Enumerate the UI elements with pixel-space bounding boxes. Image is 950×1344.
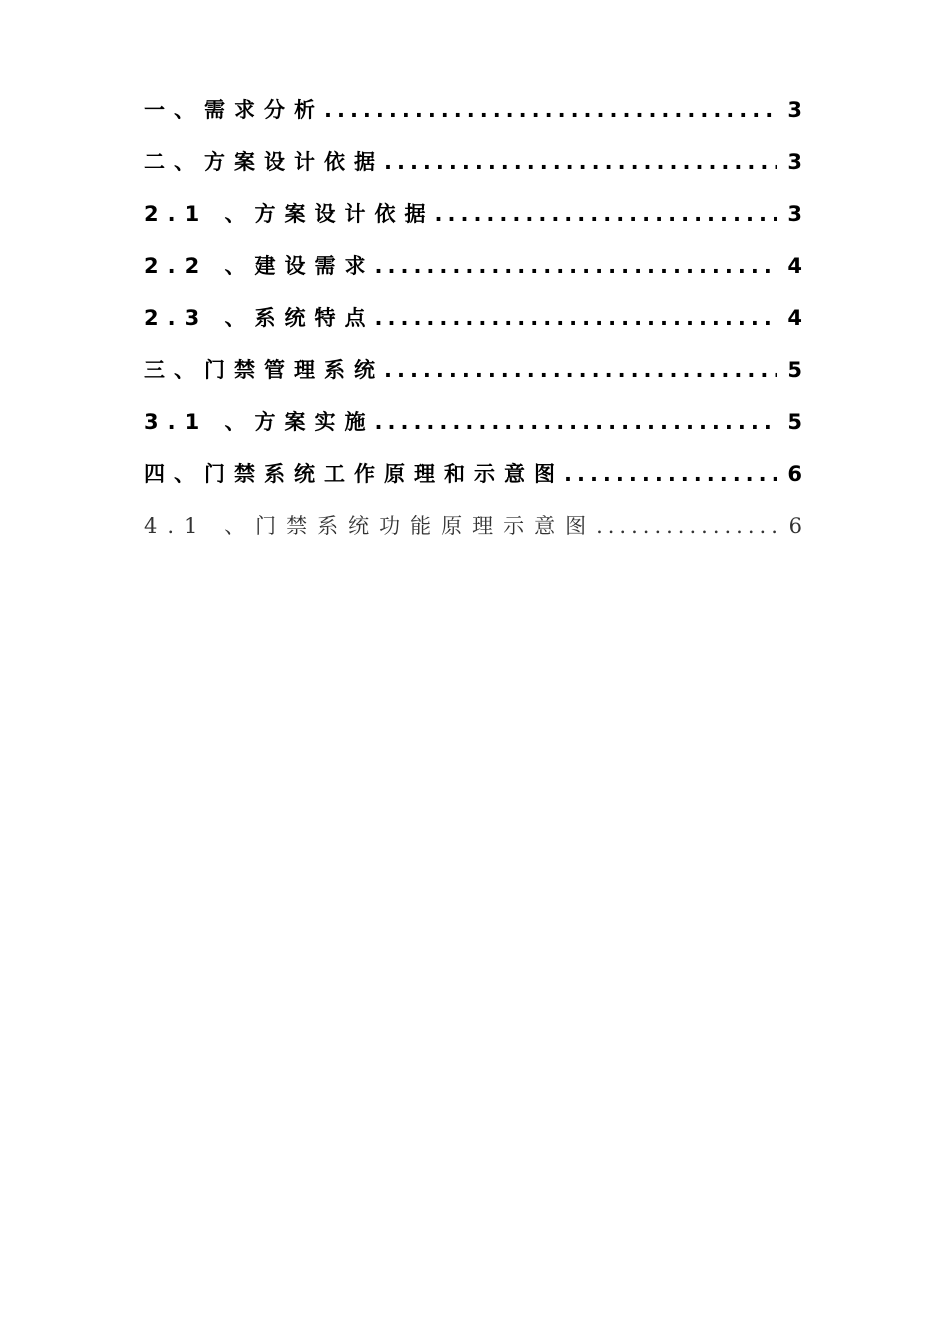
toc-page-number: 6 <box>787 462 802 486</box>
table-of-contents <box>144 92 802 560</box>
toc-entry-title: 一、需求分析 <box>144 98 324 122</box>
toc-entry[interactable] <box>144 300 802 352</box>
toc-dot-leader <box>384 144 777 180</box>
toc-dot-leader <box>564 456 777 492</box>
toc-entry-title: 2.1 、方案设计依据 <box>144 202 435 226</box>
toc-page-number: 5 <box>787 358 802 382</box>
toc-entry[interactable] <box>144 144 802 196</box>
toc-entry[interactable] <box>144 196 802 248</box>
toc-dot-leader <box>435 196 778 232</box>
toc-entry-title: 4.1 、门禁系统功能原理示意图 <box>144 514 597 538</box>
toc-dot-leader <box>596 508 779 544</box>
toc-page-number: 4 <box>787 306 802 330</box>
toc-page-number: 3 <box>787 150 802 174</box>
toc-dot-leader <box>375 300 778 336</box>
toc-entry-title: 二、方案设计依据 <box>144 150 384 174</box>
toc-page-number: 3 <box>787 202 802 226</box>
toc-page-number: 4 <box>787 254 802 278</box>
toc-page-number: 6 <box>788 514 802 538</box>
toc-entry[interactable] <box>144 456 802 508</box>
toc-page-number: 3 <box>787 98 802 122</box>
toc-entry[interactable] <box>144 508 802 560</box>
toc-entry[interactable] <box>144 404 802 456</box>
toc-page-number: 5 <box>787 410 802 434</box>
toc-entry-title: 2.3 、系统特点 <box>144 306 375 330</box>
toc-dot-leader <box>375 248 778 284</box>
toc-dot-leader <box>324 92 777 128</box>
toc-dot-leader <box>375 404 778 440</box>
toc-entry-title: 三、门禁管理系统 <box>144 358 384 382</box>
toc-entry-title: 2.2 、建设需求 <box>144 254 375 278</box>
toc-dot-leader <box>384 352 777 388</box>
toc-entry[interactable] <box>144 92 802 144</box>
toc-entry-title: 四、门禁系统工作原理和示意图 <box>144 462 564 486</box>
toc-entry-title: 3.1 、方案实施 <box>144 410 375 434</box>
toc-entry[interactable] <box>144 352 802 404</box>
toc-entry[interactable] <box>144 248 802 300</box>
